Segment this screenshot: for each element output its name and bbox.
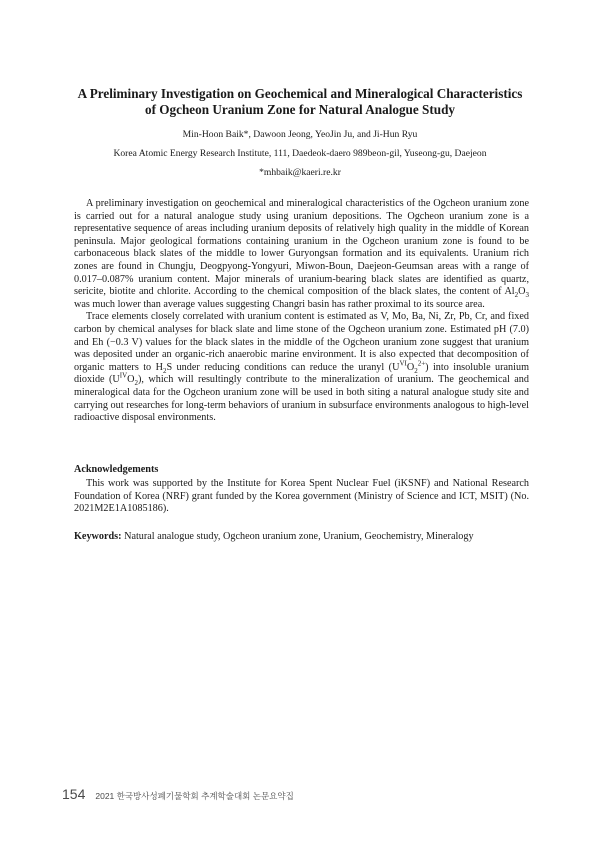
acknowledgements-body: This work was supported by the Institute for Korea Spent Nuclear Fuel (iKSNF) and National Research Foundation of Korea (NRF) grant funded by the Korea government (Ministry of Science and ICT, MSIT) (No. 2021M2E1A1085186). (74, 478, 529, 515)
page-footer (62, 786, 294, 802)
title-line-1: A Preliminary Investigation on Geochemical and Mineralogical Characteristics (77, 86, 523, 101)
abstract-paragraph-2: Trace elements closely correlated with uranium content is estimated as V, Mo, Ba, Ni, Zr, Pb, Cr, and fixed carbon by chemical analyses for black slate and lime stone of the Ogcheon uranium zone. Estimated pH (7.0) and Eh (−0.3 V) values for the black slates in the middle of the Ogcheon uranium zone suggest that uranium was deposited under an organic-rich anaerobic marine environment. It is also expected that decomposition of organic matters to $H_2S$ under reducing conditions can reduce the uranyl $(U^{VI}O_2^{2+})$ into insoluble uranium dioxide $(U^{IV}O_2)$, which will resultingly contribute to the mineralization of uranium. The geochemical and mineralogical data for the Ogcheon uranium zone will be used in both siting a natural analogue study site and carrying out researches for long-term behaviors of uranium in subsurface environments analogous to high-level radioactive disposal environments. (74, 311, 530, 424)
contact-email: *mhbaik@kaeri.re.kr (259, 167, 341, 178)
affiliation: Korea Atomic Energy Research Institute, 111, Daedeok-daero 989beon-gil, Yuseong-gu, Daejeon (113, 148, 487, 159)
keywords-label: Keywords: (74, 531, 122, 542)
paper-title (60, 86, 540, 118)
author-list: Min-Hoon Baik*, Dawoon Jeong, YeoJin Ju, and Ji-Hun Ryu (182, 129, 418, 140)
proceedings-title: 2021 한국방사성폐기물학회 추계학술대회 논문요약집 (95, 791, 294, 801)
abstract (74, 198, 529, 425)
title-line-2: of Ogcheon Uranium Zone for Natural Analogue Study (144, 102, 456, 117)
acknowledgements-heading: Acknowledgements (74, 464, 159, 475)
keywords (74, 531, 529, 544)
keywords-list: Natural analogue study, Ogcheon uranium zone, Uranium, Geochemistry, Mineralogy (121, 531, 474, 542)
page-number: 154 (62, 786, 86, 802)
abstract-paragraph-1: A preliminary investigation on geochemical and mineralogical characteristics of the Ogcheon uranium zone is carried out for a natural analogue study using uranium depositions. The Ogcheon uranium zone is a representative sequence of areas including uranium deposits of relatively high quality in the middle of Korean peninsula. Major geological formations containing uranium in the Ogcheon uranium zone is found to be carbonaceous black slates of the middle to lower Guryongsan formation and its equivalents. Uranium rich zones are found in Chungju, Deogpyong-Yongyuri, Miwon-Boun, Daejeon-Geumsan areas with a range of 0.017–0.087% uranium content. Major minerals of uranium-bearing black slates are identified as quartz, sericite, biotite and chlorite. According to the chemical composition of the black slates, the content of $Al_2O_3$ was much lower than average values suggesting Changri basin has rather proximal to its source area. (74, 198, 529, 310)
